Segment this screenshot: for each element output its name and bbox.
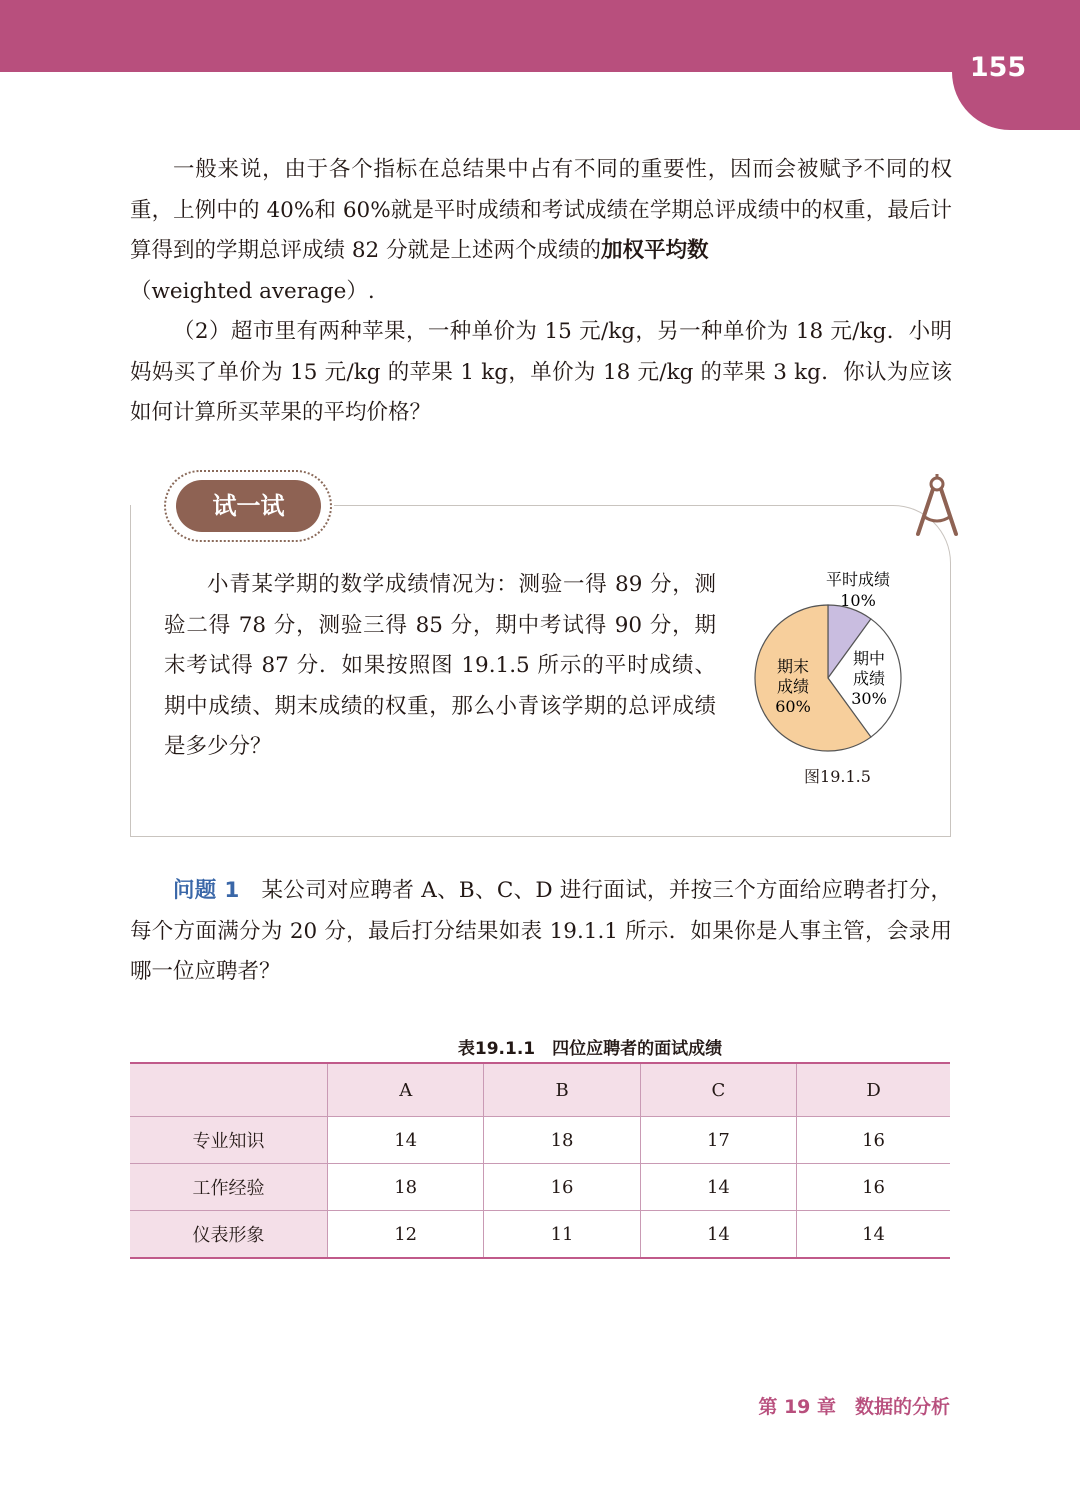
pie-label-qizhong-1: 期中: [852, 649, 886, 668]
table-cell: 12: [328, 1211, 484, 1259]
table-title: 表19.1.1 四位应聘者的面试成绩: [457, 1039, 723, 1059]
problem-1: 问题 1 某公司对应聘者 A、B、C、D 进行面试，并按三个方面给应聘者打分，每个方面满分为 20 分，最后打分结果如表 19.1.1 所示．如果你是人事主管，会录用哪一位应聘者？: [130, 878, 952, 984]
term-weighted-average: 加权平均数: [601, 238, 709, 263]
table-cell: 14: [640, 1211, 796, 1259]
table-cell: 14: [640, 1164, 796, 1211]
table-header-cell: C: [640, 1063, 796, 1117]
table-header-row: [130, 1063, 950, 1117]
paragraph-weighted-average: 一般来说，由于各个指标在总结果中占有不同的重要性，因而会被赋予不同的权重，上例中的 40%和 60%就是平时成绩和考试成绩在学期总评成绩中的权重，最后计算得到的学期总评成绩 82 分就是上述两个成绩的加权平均数 （weighted average）.: [130, 157, 952, 304]
table-row: [130, 1164, 950, 1211]
table-header-cell: B: [484, 1063, 640, 1117]
table-row: [130, 1211, 950, 1259]
table-header-cell: A: [328, 1063, 484, 1117]
interview-score-table: [130, 1062, 950, 1259]
try-box-border: [130, 836, 951, 837]
table-cell: 11: [484, 1211, 640, 1259]
paragraph-apple-price: （2）超市里有两种苹果，一种单价为 15 元/kg，另一种单价为 18 元/kg．小明妈妈买了单价为 15 元/kg 的苹果 1 kg，单价为 18 元/kg 的苹果 3 kg．你认为应该如何计算所买苹果的平均价格？: [130, 319, 952, 425]
table-row: [130, 1117, 950, 1164]
try-it-problem: 小青某学期的数学成绩情况为：测验一得 89 分，测验二得 78 分，测验三得 85 分，期中考试得 90 分，期末考试得 87 分．如果按照图 19.1.5 所示的平时成绩、期中成绩、期末成绩的权重，那么小青该学期的总评成绩是多少分？: [164, 572, 716, 759]
page-number: 155: [969, 52, 1027, 83]
compass-icon: [906, 470, 968, 542]
table-header-cell: [130, 1063, 328, 1117]
figure-caption: 图19.1.5: [804, 767, 871, 786]
header-band: [0, 0, 1080, 72]
pie-label-qimo-2: 成绩: [776, 677, 810, 696]
row-label: 仪表形象: [130, 1211, 328, 1259]
table-cell: 16: [484, 1164, 640, 1211]
table-cell: 17: [640, 1117, 796, 1164]
pie-value-qizhong: 30%: [851, 689, 887, 708]
table-cell: 14: [797, 1211, 950, 1259]
row-label: 专业知识: [130, 1117, 328, 1164]
pie-value-qimo: 60%: [775, 697, 811, 716]
problem-label: 问题 1: [173, 878, 240, 903]
table-cell: 14: [328, 1117, 484, 1164]
chapter-footer: 第 19 章 数据的分析: [758, 1396, 950, 1418]
table-cell: 16: [797, 1164, 950, 1211]
pie-label-qizhong-2: 成绩: [852, 669, 886, 688]
pie-value-pingshi: 10%: [840, 591, 876, 610]
try-it-badge: 试一试: [176, 480, 321, 532]
table-header-cell: D: [797, 1063, 950, 1117]
pie-label-pingshi: 平时成绩: [825, 570, 891, 589]
table-cell: 18: [328, 1164, 484, 1211]
table-cell: 16: [797, 1117, 950, 1164]
pie-label-qimo-1: 期末: [776, 657, 810, 676]
table-cell: 18: [484, 1117, 640, 1164]
try-box-border: [950, 562, 951, 837]
row-label: 工作经验: [130, 1164, 328, 1211]
try-box-border: [334, 505, 894, 506]
